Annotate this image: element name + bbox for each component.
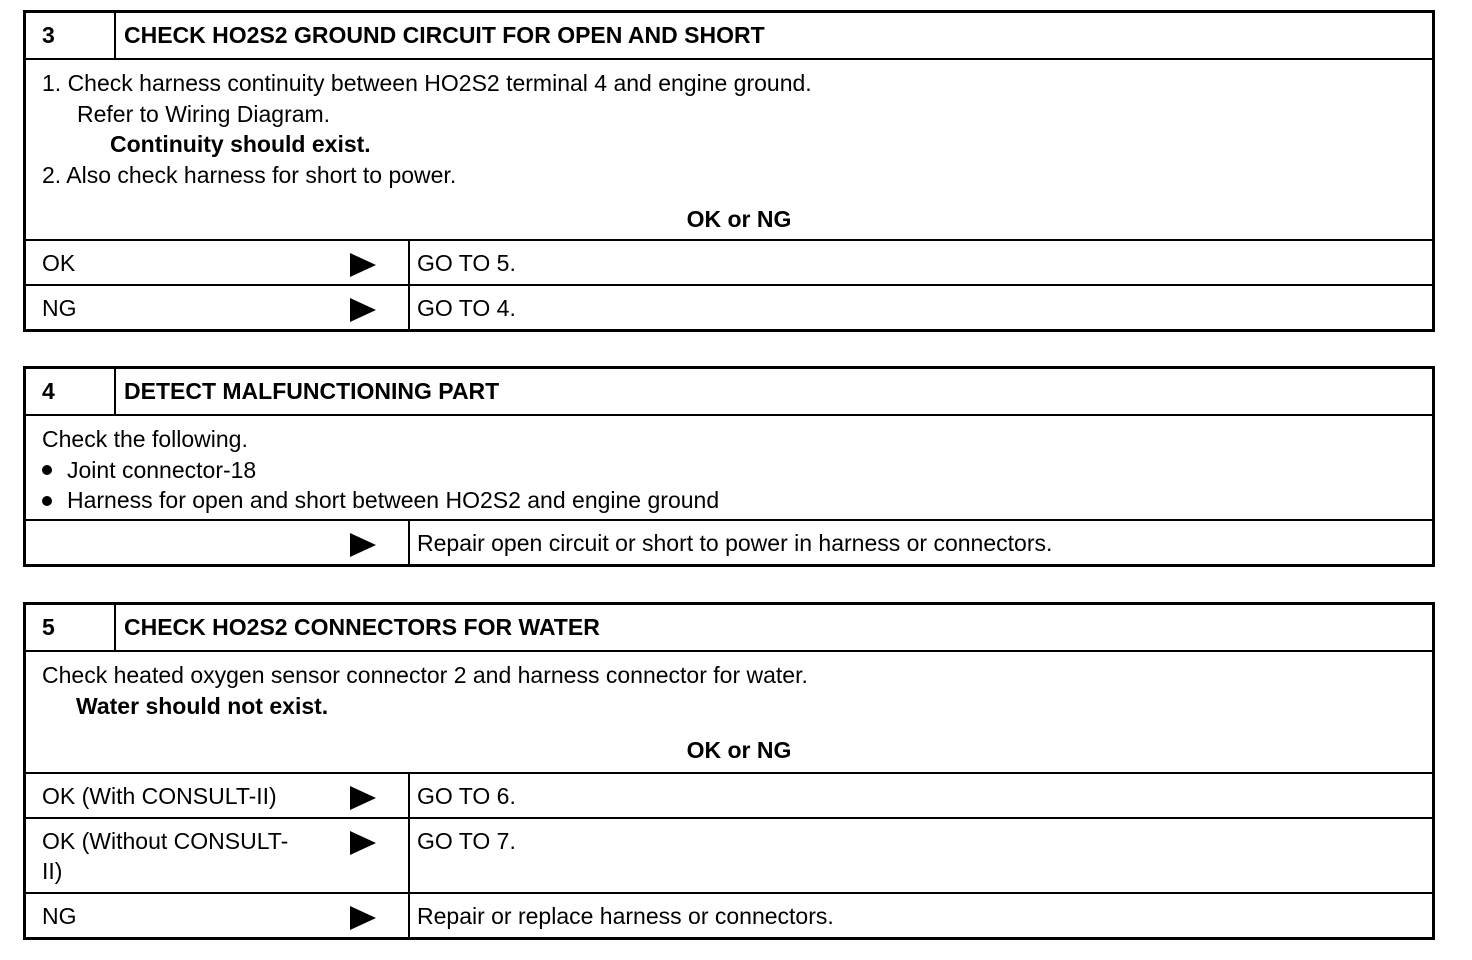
instruction-line: Check the following. xyxy=(42,426,248,452)
expected-result: Continuity should exist. xyxy=(110,131,371,157)
step-4-instructions xyxy=(26,414,1432,519)
step-number: 3 xyxy=(26,13,116,58)
result-condition xyxy=(26,774,410,817)
step-4-table xyxy=(23,366,1435,567)
arrow-right-icon xyxy=(350,906,376,930)
list-item xyxy=(42,485,1416,516)
list-item-text: Joint connector-18 xyxy=(67,456,257,483)
result-condition xyxy=(26,521,410,564)
result-action: GO TO 7. xyxy=(417,828,516,854)
arrow-right-icon xyxy=(350,298,376,322)
step-title: DETECT MALFUNCTIONING PART xyxy=(124,378,500,404)
result-row xyxy=(26,519,1432,564)
step-3-header xyxy=(26,13,1432,58)
arrow-right-icon xyxy=(350,253,376,277)
result-action: Repair or replace harness or connectors. xyxy=(417,903,834,929)
step-5-instructions xyxy=(26,650,1432,772)
instruction-line: Check heated oxygen sensor connector 2 and harness connector for water. xyxy=(42,662,808,688)
result-condition-text: NG xyxy=(42,295,77,321)
list-item xyxy=(42,455,1416,486)
result-action: GO TO 6. xyxy=(417,783,516,809)
result-action: GO TO 4. xyxy=(417,295,516,321)
step-title: CHECK HO2S2 CONNECTORS FOR WATER xyxy=(124,614,600,640)
step-3-table xyxy=(23,10,1435,332)
result-condition-text: NG xyxy=(42,903,77,929)
step-5-table xyxy=(23,602,1435,940)
result-row xyxy=(26,239,1432,284)
result-condition xyxy=(26,894,410,937)
result-condition xyxy=(26,241,410,284)
result-condition-text: OK xyxy=(42,250,76,276)
result-action: Repair open circuit or short to power in harness or connectors. xyxy=(417,530,1053,556)
result-row xyxy=(26,892,1432,937)
step-3-instructions xyxy=(26,58,1432,239)
result-condition xyxy=(26,819,410,892)
arrow-right-icon xyxy=(350,533,376,557)
result-row xyxy=(26,284,1432,329)
step-4-header xyxy=(26,369,1432,414)
bullet-icon xyxy=(42,496,52,506)
step-number: 4 xyxy=(26,369,116,414)
result-condition-text: OK (With CONSULT-II) xyxy=(42,783,277,809)
step-number: 5 xyxy=(26,605,116,650)
instruction-line: 2. Also check harness for short to power. xyxy=(42,161,457,188)
list-item-text: Harness for open and short between HO2S2 and engine ground xyxy=(67,487,720,513)
instruction-line: 1. Check harness continuity between HO2S2 terminal 4 and engine ground. xyxy=(42,70,812,96)
arrow-right-icon xyxy=(350,786,376,810)
ok-ng-label: OK or NG xyxy=(686,206,792,232)
step-title: CHECK HO2S2 GROUND CIRCUIT FOR OPEN AND SHORT xyxy=(124,22,765,48)
ok-ng-label: OK or NG xyxy=(686,737,792,763)
instruction-line: Refer to Wiring Diagram. xyxy=(77,100,331,127)
result-condition-text: OK (Without CONSULT-II) xyxy=(42,828,289,884)
arrow-right-icon xyxy=(350,831,376,855)
result-row xyxy=(26,817,1432,892)
result-row xyxy=(26,772,1432,817)
result-action: GO TO 5. xyxy=(417,250,516,276)
result-condition xyxy=(26,286,410,329)
bullet-icon xyxy=(42,465,52,475)
step-5-header xyxy=(26,605,1432,650)
expected-result: Water should not exist. xyxy=(76,692,329,719)
